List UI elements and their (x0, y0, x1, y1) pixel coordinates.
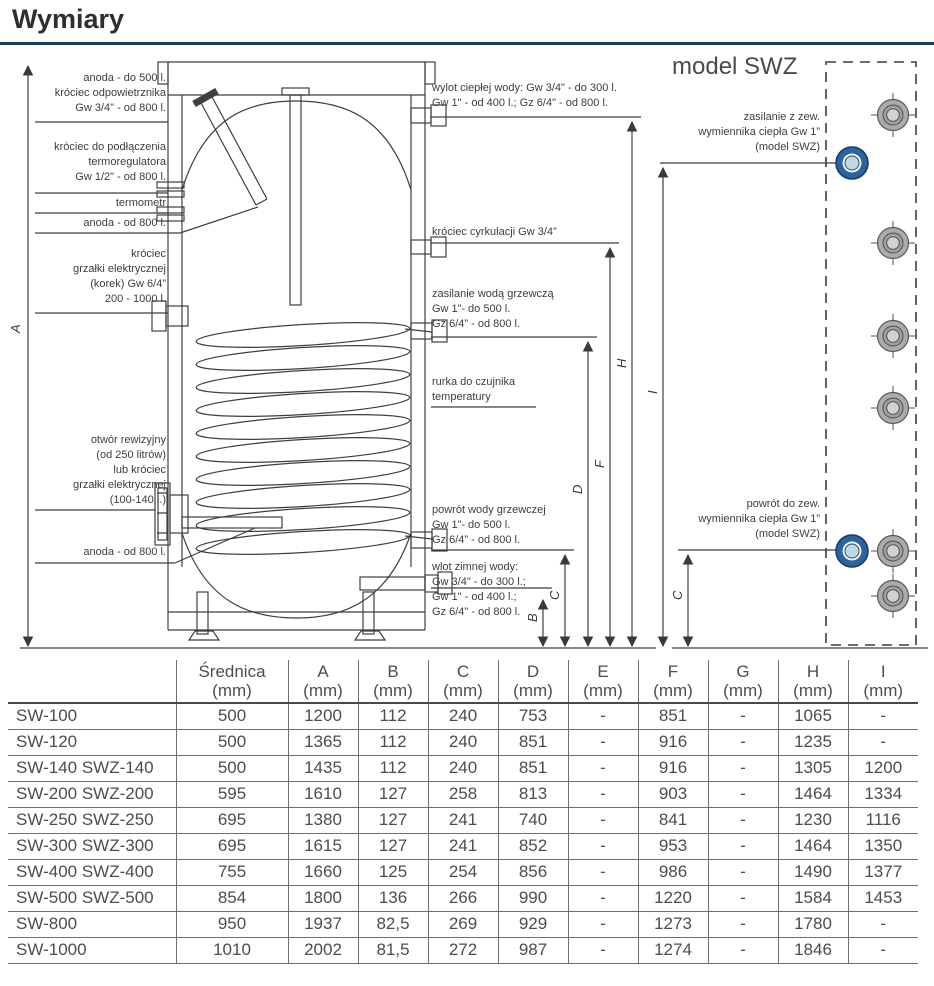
label-line: otwór rewizyjny (90, 434, 166, 446)
table-cell: 1200 (848, 755, 918, 781)
table-cell: 990 (498, 885, 568, 911)
dim-letter-A: A (8, 324, 23, 333)
label-line: 200 - 1000 l. (104, 293, 166, 305)
label-line: (model SWZ) (755, 141, 820, 153)
table-cell: 240 (428, 755, 498, 781)
table-cell: 127 (358, 781, 428, 807)
table-cell: 1235 (778, 729, 848, 755)
table-cell: 740 (498, 807, 568, 833)
table-header-cell: A (mm) (288, 660, 358, 703)
table-cell: - (568, 807, 638, 833)
label-zasilanie-woda (432, 287, 650, 332)
dim-letter-I: I (645, 390, 660, 394)
table-cell: 266 (428, 885, 498, 911)
table-header-cell: G (mm) (708, 660, 778, 703)
label-line: Gw 1" - od 400 l.; Gz 6/4" - od 800 l. (432, 97, 608, 109)
label-line: (korek) Gw 6/4” (90, 278, 166, 290)
table-cell: 240 (428, 729, 498, 755)
table-cell: 950 (176, 911, 288, 937)
table-cell: 2002 (288, 937, 358, 963)
table-cell: 500 (176, 703, 288, 729)
label-line: Gz 6/4” - od 800 l. (432, 534, 521, 546)
table-cell: 1010 (176, 937, 288, 963)
dim-letter-D: D (570, 484, 585, 494)
label-swz-zasilanie (632, 110, 820, 155)
table-cell: 241 (428, 807, 498, 833)
table-cell: 500 (176, 755, 288, 781)
table-cell: 1200 (288, 703, 358, 729)
connection-port-gray (871, 386, 915, 430)
label-line: Gw 3/4" - do 300 l.; (432, 576, 526, 588)
table-cell: 851 (498, 755, 568, 781)
table-cell: 1380 (288, 807, 358, 833)
label-line: wymiennika ciepła Gw 1” (698, 513, 820, 525)
label-anoda-dolna (18, 545, 166, 560)
label-line: grzałki elektrycznej (73, 479, 166, 491)
label-line: anoda - od 800 l. (83, 217, 166, 229)
table-cell: 1435 (288, 755, 358, 781)
table-header-model (8, 660, 176, 703)
table-cell: 856 (498, 859, 568, 885)
dim-letter-C: C (547, 590, 562, 600)
table-cell: 753 (498, 703, 568, 729)
table-cell-model: SW-200 SWZ-200 (16, 784, 154, 803)
label-line: wylot ciepłej wody: Gw 3/4" - do 300 l. (432, 82, 617, 94)
table-row (8, 833, 918, 859)
table-cell: 903 (638, 781, 708, 807)
table-cell: 1273 (638, 911, 708, 937)
label-line: króciec (131, 248, 166, 260)
table-cell: 82,5 (358, 911, 428, 937)
label-grzalka-korek (18, 247, 166, 307)
table-cell: 258 (428, 781, 498, 807)
swz-model-title: model SWZ (672, 53, 798, 80)
label-otwor-rewizyjny (18, 433, 166, 508)
table-cell: 1660 (288, 859, 358, 885)
label-line: rurka do czujnika (432, 376, 516, 388)
table-cell: - (708, 885, 778, 911)
table-cell: 929 (498, 911, 568, 937)
tank-legs (189, 592, 385, 640)
table-cell: 272 (428, 937, 498, 963)
table-row (8, 937, 918, 963)
table-cell-model: SW-250 SWZ-250 (16, 810, 154, 829)
table-cell: - (568, 937, 638, 963)
table-cell: - (848, 911, 918, 937)
table-cell: 854 (176, 885, 288, 911)
table-cell-model: SW-120 (16, 732, 78, 751)
label-line: króciec odpowietrznika (54, 87, 166, 99)
label-line: Gw 1”- do 500 l. (432, 519, 511, 531)
label-line: króciec do podłączenia (54, 141, 166, 153)
label-line: termometr (115, 197, 166, 209)
table-header-cell: B (mm) (358, 660, 428, 703)
table-cell: - (848, 729, 918, 755)
label-line: anoda - do 500 l. (83, 72, 166, 84)
table-cell: - (708, 755, 778, 781)
label-line: króciec cyrkulacji Gw 3/4” (432, 226, 557, 238)
label-line: (100-140 l.) (109, 494, 166, 506)
table-cell: 695 (176, 833, 288, 859)
table-cell: 916 (638, 729, 708, 755)
table-cell: 254 (428, 859, 498, 885)
table-cell: - (708, 781, 778, 807)
label-swz-powrot (632, 497, 820, 542)
table-cell: 851 (498, 729, 568, 755)
table-cell: - (708, 859, 778, 885)
table-cell: 1615 (288, 833, 358, 859)
table-cell: 851 (638, 703, 708, 729)
label-powrot-wody (432, 503, 650, 548)
table-cell: 112 (358, 729, 428, 755)
table-cell: - (708, 807, 778, 833)
label-line: temperatury (432, 391, 491, 403)
table-row (8, 885, 918, 911)
table-cell: - (708, 729, 778, 755)
table-cell: - (848, 703, 918, 729)
table-cell: 813 (498, 781, 568, 807)
table-cell: 1464 (778, 781, 848, 807)
table-cell: 125 (358, 859, 428, 885)
table-cell-model: SW-300 SWZ-300 (16, 836, 154, 855)
table-cell: 987 (498, 937, 568, 963)
table-header-cell: H (mm) (778, 660, 848, 703)
table-cell: - (568, 703, 638, 729)
label-line: Gz 6/4" - od 800 l. (432, 606, 521, 618)
dim-letter-C-swz: C (670, 590, 685, 600)
table-cell-model: SW-100 (16, 706, 78, 726)
sensor-tube (282, 88, 309, 305)
table-cell: - (568, 755, 638, 781)
table-header-cell: Średnica (mm) (176, 660, 288, 703)
table-cell: - (568, 885, 638, 911)
label-line: wlot zimnej wody: (432, 561, 519, 573)
table-cell: - (568, 729, 638, 755)
table-cell: 1610 (288, 781, 358, 807)
table-cell: 112 (358, 703, 428, 729)
table-cell: - (568, 859, 638, 885)
table-cell: 500 (176, 729, 288, 755)
table-cell: 595 (176, 781, 288, 807)
table-header-cell: I (mm) (848, 660, 918, 703)
table-cell: - (568, 911, 638, 937)
table-cell: 1780 (778, 911, 848, 937)
table-cell: 1490 (778, 859, 848, 885)
table-cell: 841 (638, 807, 708, 833)
label-krociec-cyrkulacji (432, 225, 650, 240)
table-cell: 953 (638, 833, 708, 859)
table-cell: 1377 (848, 859, 918, 885)
table-cell: 1220 (638, 885, 708, 911)
table-cell: 1365 (288, 729, 358, 755)
table-cell: 127 (358, 833, 428, 859)
table-cell: - (708, 703, 778, 729)
label-line: grzałki elektrycznej (73, 263, 166, 275)
table-row (8, 729, 918, 755)
table-cell: 1937 (288, 911, 358, 937)
table-row (8, 703, 918, 729)
table-header-cell: C (mm) (428, 660, 498, 703)
table-cell: 1230 (778, 807, 848, 833)
tank-diagram (0, 55, 934, 661)
table-cell: 1274 (638, 937, 708, 963)
label-wylot-cieplej-wody (432, 81, 650, 111)
table-cell: 112 (358, 755, 428, 781)
table-row (8, 755, 918, 781)
connection-port-gray (871, 93, 915, 137)
label-line: anoda - od 800 l. (83, 546, 166, 558)
table-cell: 1464 (778, 833, 848, 859)
label-rurka-czujnika (432, 375, 650, 405)
label-termoregulator (18, 140, 166, 185)
table-cell: 127 (358, 807, 428, 833)
table-cell: 240 (428, 703, 498, 729)
table-cell-model: SW-140 SWZ-140 (16, 758, 154, 777)
table-cell-model: SW-800 (16, 914, 78, 933)
table-cell: 1116 (848, 807, 918, 833)
table-cell: 1800 (288, 885, 358, 911)
table-cell: 241 (428, 833, 498, 859)
title-rule (0, 42, 934, 45)
label-termometr (18, 196, 166, 211)
heating-coil (196, 318, 432, 559)
label-line: powrót do zew. (746, 498, 820, 510)
label-line: Gw 3/4" - od 800 l. (75, 102, 166, 114)
table-cell: 755 (176, 859, 288, 885)
table-header-cell: F (mm) (638, 660, 708, 703)
connection-port-gray (871, 529, 915, 573)
dim-letter-B: B (525, 613, 540, 622)
table-cell: 1065 (778, 703, 848, 729)
table-row (8, 807, 918, 833)
label-line: zasilanie z zew. (743, 111, 820, 123)
table-cell: 695 (176, 807, 288, 833)
table-cell: 916 (638, 755, 708, 781)
table-cell: 136 (358, 885, 428, 911)
dimensions-table (8, 660, 918, 964)
label-line: termoregulatora (88, 156, 166, 168)
page-title: Wymiary (12, 4, 125, 34)
label-line: zasilanie wodą grzewczą (432, 288, 554, 300)
table-row (8, 781, 918, 807)
table-cell-model: SW-400 SWZ-400 (16, 862, 154, 881)
label-line: (od 250 litrów) (96, 449, 166, 461)
connection-port-gray (871, 574, 915, 618)
connection-port-blue (836, 535, 868, 567)
table-row (8, 859, 918, 885)
table-cell: 1350 (848, 833, 918, 859)
label-line: Gw 1”- do 500 l. (432, 303, 511, 315)
table-cell: 1334 (848, 781, 918, 807)
table-cell: - (708, 937, 778, 963)
table-row (8, 911, 918, 937)
label-line: wymiennika ciepła Gw 1” (698, 126, 820, 138)
table-cell-model: SW-1000 (16, 940, 87, 959)
table-cell: 1584 (778, 885, 848, 911)
dim-letter-H: H (614, 358, 629, 368)
table-cell: - (848, 937, 918, 963)
table-cell: 1305 (778, 755, 848, 781)
label-line: Gw 1" - od 400 l.; (432, 591, 517, 603)
table-cell: - (568, 781, 638, 807)
dim-letter-F: F (592, 460, 607, 468)
label-line: Gz 6/4” - od 800 l. (432, 318, 521, 330)
label-anoda-odpowietrznik (18, 71, 166, 116)
label-anoda-gorna (18, 216, 166, 231)
table-cell: 269 (428, 911, 498, 937)
table-cell: 986 (638, 859, 708, 885)
table-cell: - (708, 833, 778, 859)
label-line: Gw 1/2" - od 800 l. (75, 171, 166, 183)
table-header-cell: D (mm) (498, 660, 568, 703)
swz-leader-lines (660, 163, 837, 550)
label-line: lub króciec (113, 464, 166, 476)
table-cell: 1453 (848, 885, 918, 911)
table-cell: - (708, 911, 778, 937)
swz-ports (836, 93, 915, 618)
connection-port-gray (871, 314, 915, 358)
table-cell: 1846 (778, 937, 848, 963)
table-header-cell: E (mm) (568, 660, 638, 703)
label-line: powrót wody grzewczej (432, 504, 546, 516)
table-cell: - (568, 833, 638, 859)
label-line: (model SWZ) (755, 528, 820, 540)
table-body (8, 703, 918, 963)
table-cell-model: SW-500 SWZ-500 (16, 888, 154, 907)
table-header-row (8, 660, 918, 703)
label-wlot-zimnej-wody (432, 560, 650, 620)
connection-port-blue (836, 147, 868, 179)
table-cell: 852 (498, 833, 568, 859)
table-cell: 81,5 (358, 937, 428, 963)
connection-port-gray (871, 221, 915, 265)
